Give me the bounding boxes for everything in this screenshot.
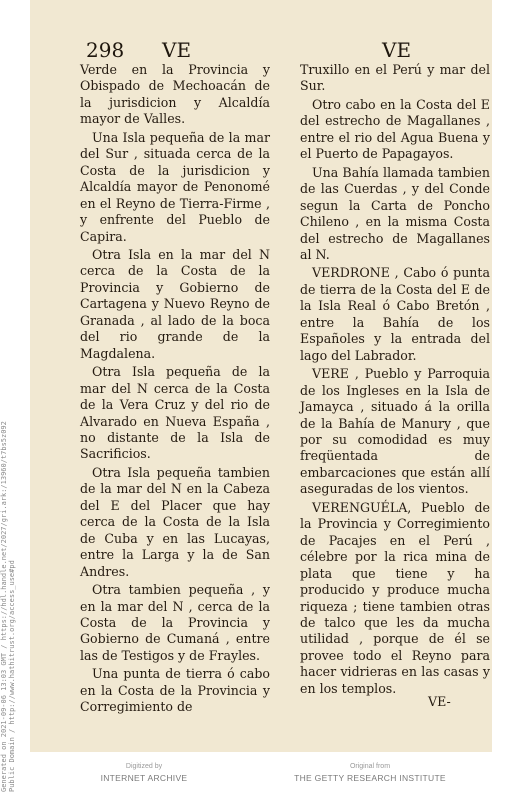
paragraph: Otra Isla pequeña de la mar del N cerca de la Costa de la Vera Cruz y del rio de Alvarado en Nueva España , no distante de la Isla de Sacrificios. — [80, 364, 270, 462]
paragraph: VERDRONE , Cabo ó punta de tierra de la Costa del E de la Isla Real ó Cabo Bretón , entre la Bahía de los Españoles y la entrada del lago del Labrador. — [300, 265, 490, 363]
paragraph: Otra Isla pequeña tambien de la mar del N en la Cabeza del E del Placer que hay cerca de la Costa de la Isla de Cuba y en las Lucayas, entre la Larga y la de San Andres. — [80, 464, 270, 579]
credit-caption: Original from — [349, 763, 391, 770]
paragraph: Otra Isla en la mar del N cerca de la Costa de la Provincia y Gobierno de Cartagena y Nuevo Reyno de Granada , al lado de la boca del rio grande de la Magdalena. — [80, 246, 270, 361]
page-number: 298 — [86, 38, 125, 62]
right-running-head: VE — [382, 38, 412, 62]
scanned-page — [30, 0, 492, 752]
catchword: VE- — [428, 694, 451, 709]
paragraph: Una Bahía llamada tambien de las Cuerdas , y del Conde segun la Carta de Poncho Chileno , en la misma Costa del estrecho de Magallanes al N. — [300, 164, 490, 262]
digitized-by-credit — [44, 762, 244, 784]
paragraph: Otra tambien pequeña , y en la mar del N , cerca de la Costa de la Provincia y Gobierno de Cumaná , entre las de Testigos y de Frayles. — [80, 582, 270, 663]
paragraph: Una Isla pequeña de la mar del Sur , situada cerca de la Costa de la jurisdicion y Alcaldía mayor de Penonomé en el Reyno de Tierra-Firme , y enfrente del Pueblo de Capira. — [80, 129, 270, 244]
right-column — [300, 62, 490, 699]
paragraph: Verde en la Provincia y Obispado de Mechoacán de la jurisdicion y Alcaldía mayor de Valles. — [80, 62, 270, 127]
credit-name: INTERNET ARCHIVE — [100, 773, 188, 783]
credit-caption: Digitized by — [125, 763, 163, 770]
paragraph: Otro cabo en la Costa del E del estrecho de Magallanes , entre el rio del Agua Buena y el Puerto de Papagayos. — [300, 96, 490, 162]
original-from-credit — [270, 762, 470, 784]
watermark-line: Public Domain / http://www.hathitrust.org/access_use#pd — [8, 560, 16, 792]
paragraph: VERENGUÉLA, Pueblo de la Provincia y Corregimiento de Pacajes en el Perú , célebre por la rica mina de plata que tiene y ha producido y produce mucha riqueza ; tiene tambien otras de talco que les da mucha utilidad , porque de él se provee todo el Reyno para hacer vidrieras en las casas y en los templos. — [300, 499, 490, 696]
credit-name: THE GETTY RESEARCH INSTITUTE — [294, 773, 446, 783]
page-header — [30, 36, 492, 64]
paragraph: Truxillo en el Perú y mar del Sur. — [300, 62, 490, 94]
left-running-head: VE — [162, 38, 192, 62]
hathitrust-watermark — [0, 322, 16, 792]
left-column — [80, 62, 270, 718]
paragraph: Una punta de tierra ó cabo en la Costa de la Provincia y Corregimiento de — [80, 666, 270, 715]
watermark-line: Generated on 2021-09-06 13:03 GMT / https://hdl.handle.net/2027/gri.ark:/13960/t7bs5z092 — [0, 421, 8, 792]
paragraph: VERE , Pueblo y Parroquia de los Ingleses en la Isla de Jamayca , situado á la orilla de la Bahía de Manury , que por su comodidad es muy freqüentada de embarcaciones que están allí aseguradas de los vientos. — [300, 366, 490, 497]
